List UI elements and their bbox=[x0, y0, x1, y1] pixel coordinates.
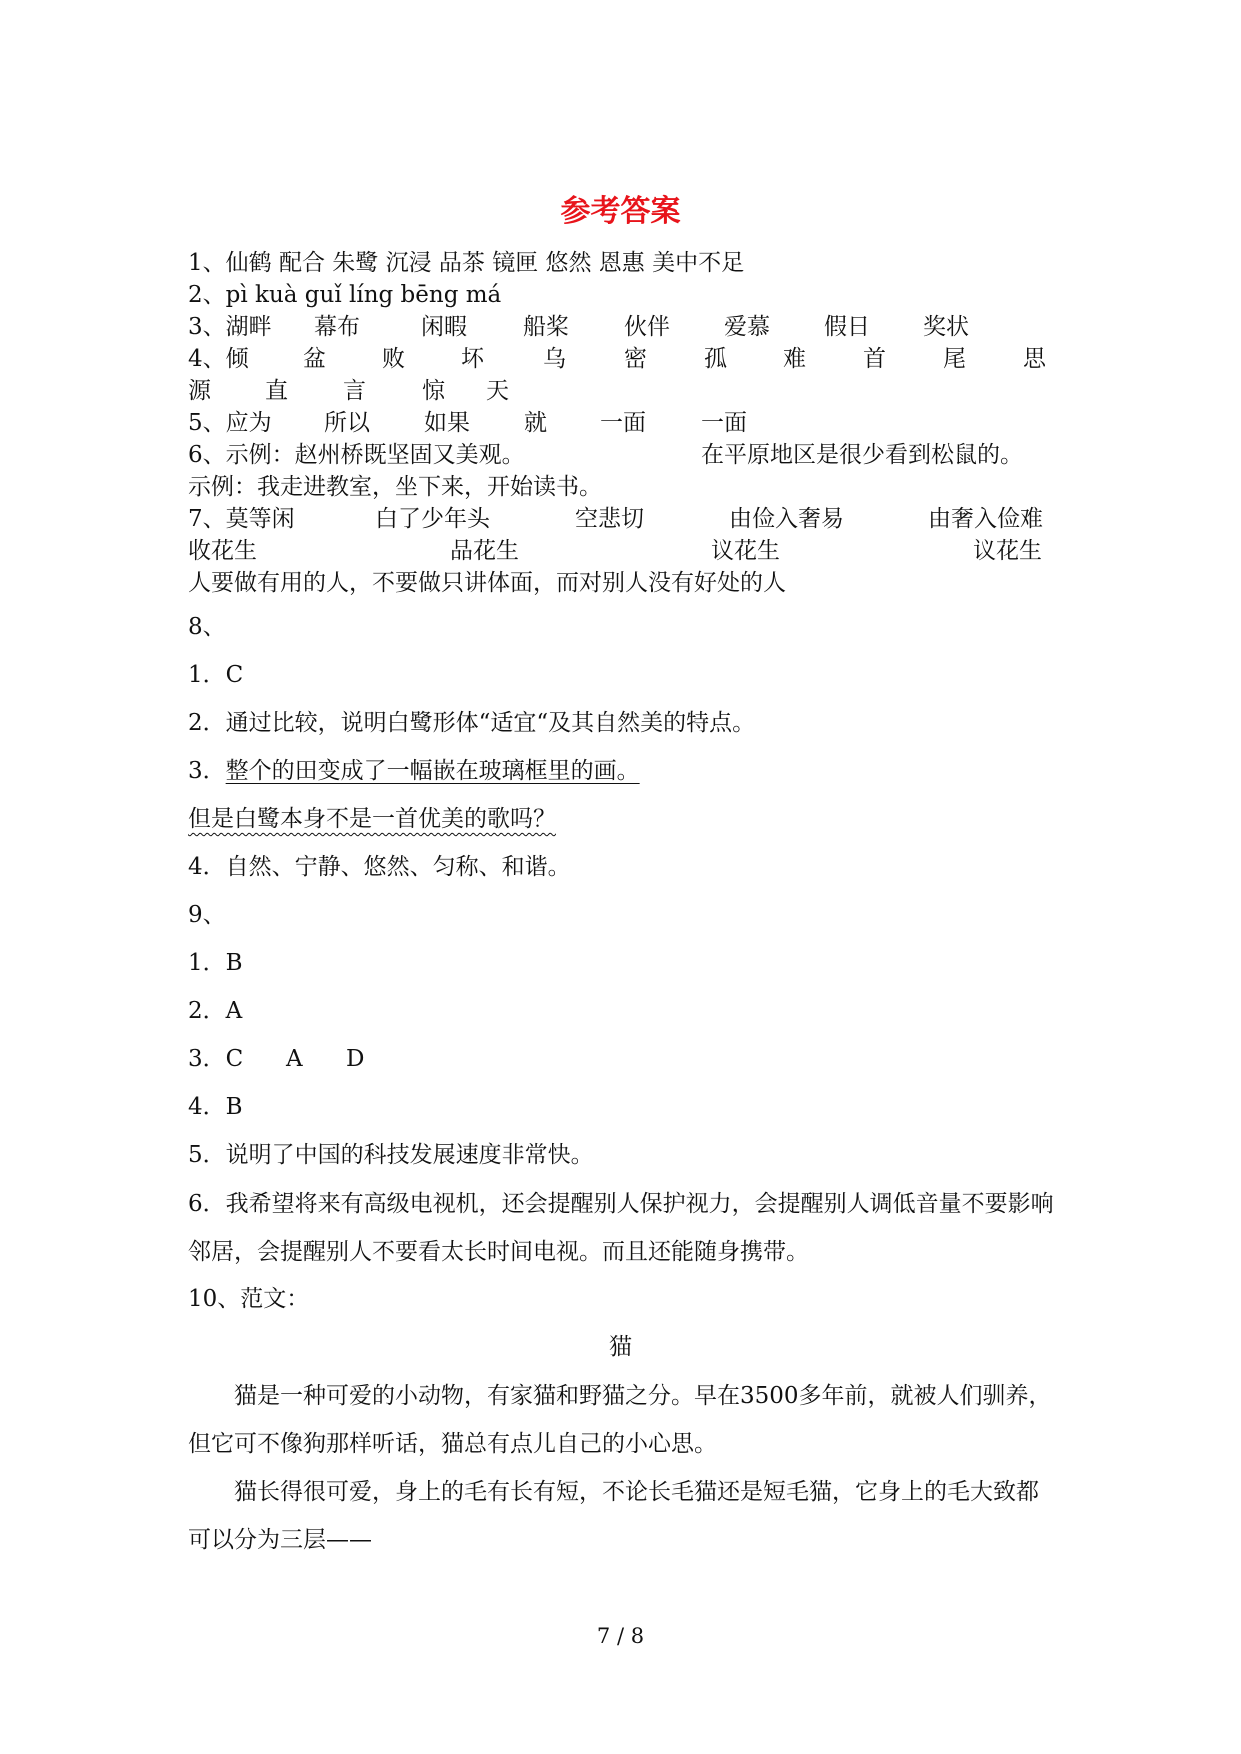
answer-3-word: 3、湖畔 bbox=[188, 314, 272, 340]
answer-9-6: 6．我希望将来有高级电视机，还会提醒别人保护视力，会提醒别人调低音量不要影响邻居，会提醒别人不要看太长时间电视。而且还能随身携带。 bbox=[188, 1191, 1054, 1265]
answer-4-char: 乌 bbox=[543, 346, 566, 372]
answer-3-word: 伙伴 bbox=[624, 314, 670, 340]
answer-4-char: 直 bbox=[265, 378, 288, 404]
answer-9-5: 5．说明了中国的科技发展速度非常快。 bbox=[188, 1142, 594, 1168]
answer-7-line-3: 人要做有用的人，不要做只讲体面，而对别人没有好处的人 bbox=[188, 570, 786, 596]
answer-7-phrase: 白了少年头 bbox=[375, 506, 490, 532]
answer-4-char: 密 bbox=[624, 346, 647, 372]
answer-6-example-b: 在平原地区是很少看到松鼠的。 bbox=[701, 442, 1023, 468]
essay-title: 猫 bbox=[609, 1334, 632, 1360]
answer-5-word: 一面 bbox=[701, 410, 747, 436]
answer-1: 1、仙鹤 配合 朱鹭 沉浸 品茶 镜匣 悠然 恩惠 美中不足 bbox=[188, 250, 745, 276]
answer-4-char: 败 bbox=[382, 346, 405, 372]
answer-4-char: 天 bbox=[486, 378, 509, 404]
answer-6-example-c: 示例：我走进教室，坐下来，开始读书。 bbox=[188, 474, 602, 500]
answer-3-word: 闲暇 bbox=[421, 314, 467, 340]
answer-3-word: 假日 bbox=[824, 314, 870, 340]
answer-9-2: 2．A bbox=[188, 998, 243, 1024]
answer-8-3-underlined: 整个的田变成了一幅嵌在玻璃框里的画。 bbox=[225, 758, 640, 784]
answer-8-4: 4．自然、宁静、悠然、匀称、和谐。 bbox=[188, 854, 571, 880]
answer-7-title: 议花生 bbox=[973, 538, 1042, 564]
answer-9-4: 4．B bbox=[188, 1094, 243, 1120]
answer-4-char: 坏 bbox=[461, 346, 484, 372]
essay-paragraph: 猫长得很可爱，身上的毛有长有短，不论长毛猫还是短毛猫，它身上的毛大致都可以分为三层—— bbox=[188, 1479, 1039, 1553]
answer-4-char: 惊 bbox=[422, 378, 445, 404]
answer-4-char: 盆 bbox=[303, 346, 326, 372]
page-title: 参考答案 bbox=[560, 194, 681, 229]
answer-5-word: 所以 bbox=[324, 410, 370, 436]
answer-10-label: 10、范文： bbox=[188, 1286, 310, 1312]
answer-7-title: 品花生 bbox=[450, 538, 519, 564]
answer-9-3-choice: D bbox=[346, 1046, 365, 1072]
answer-3-word: 爱慕 bbox=[724, 314, 770, 340]
answer-4-char: 尾 bbox=[943, 346, 966, 372]
answer-7-title: 收花生 bbox=[188, 538, 257, 564]
answer-3-word: 船桨 bbox=[523, 314, 569, 340]
answer-9-3-choice: A bbox=[286, 1046, 303, 1072]
answer-3-word: 幕布 bbox=[314, 314, 360, 340]
answer-4-char: 难 bbox=[783, 346, 806, 372]
answer-3-word: 奖状 bbox=[923, 314, 969, 340]
answer-4-char: 首 bbox=[863, 346, 886, 372]
answer-4-char: 孤 bbox=[704, 346, 727, 372]
answer-8-3-wavy: 但是白鹭本身不是一首优美的歌吗？ bbox=[188, 806, 556, 832]
answer-4-char: 思 bbox=[1023, 346, 1046, 372]
answer-8-2: 2．通过比较，说明白鹭形体“适宜“及其自然美的特点。 bbox=[188, 710, 756, 736]
answer-4-char: 源 bbox=[188, 378, 211, 404]
answer-6-example-a: 6、示例：赵州桥既坚固又美观。 bbox=[188, 442, 525, 468]
answer-5-word: 一面 bbox=[600, 410, 646, 436]
answer-5-word: 就 bbox=[524, 410, 547, 436]
answer-8-label: 8、 bbox=[188, 614, 226, 640]
answer-4-char: 言 bbox=[343, 378, 366, 404]
answer-9-label: 9、 bbox=[188, 902, 226, 928]
answer-7-phrase: 由俭入奢易 bbox=[729, 506, 844, 532]
answer-7-title: 议花生 bbox=[711, 538, 780, 564]
page-number: 7 / 8 bbox=[596, 1624, 645, 1648]
answer-8-3-number: 3． bbox=[188, 758, 226, 784]
answer-8-1: 1．C bbox=[188, 662, 244, 688]
answer-9-1: 1．B bbox=[188, 950, 243, 976]
answer-7-phrase: 7、莫等闲 bbox=[188, 506, 295, 532]
answer-7-phrase: 空悲切 bbox=[575, 506, 644, 532]
answer-8-3 bbox=[188, 755, 640, 787]
answer-2: 2、pì kuà guǐ líng bēng má bbox=[188, 282, 502, 308]
answer-4-char: 4、倾 bbox=[188, 346, 249, 372]
essay-paragraph: 猫是一种可爱的小动物，有家猫和野猫之分。早在3500多年前，就被人们驯养，但它可不像狗那样听话，猫总有点儿自己的小心思。 bbox=[188, 1383, 1052, 1457]
answer-9-3-choice: 3．C bbox=[188, 1046, 244, 1072]
answer-5-word: 如果 bbox=[424, 410, 470, 436]
answer-7-phrase: 由奢入俭难 bbox=[928, 506, 1043, 532]
answer-5-word: 5、应为 bbox=[188, 410, 272, 436]
